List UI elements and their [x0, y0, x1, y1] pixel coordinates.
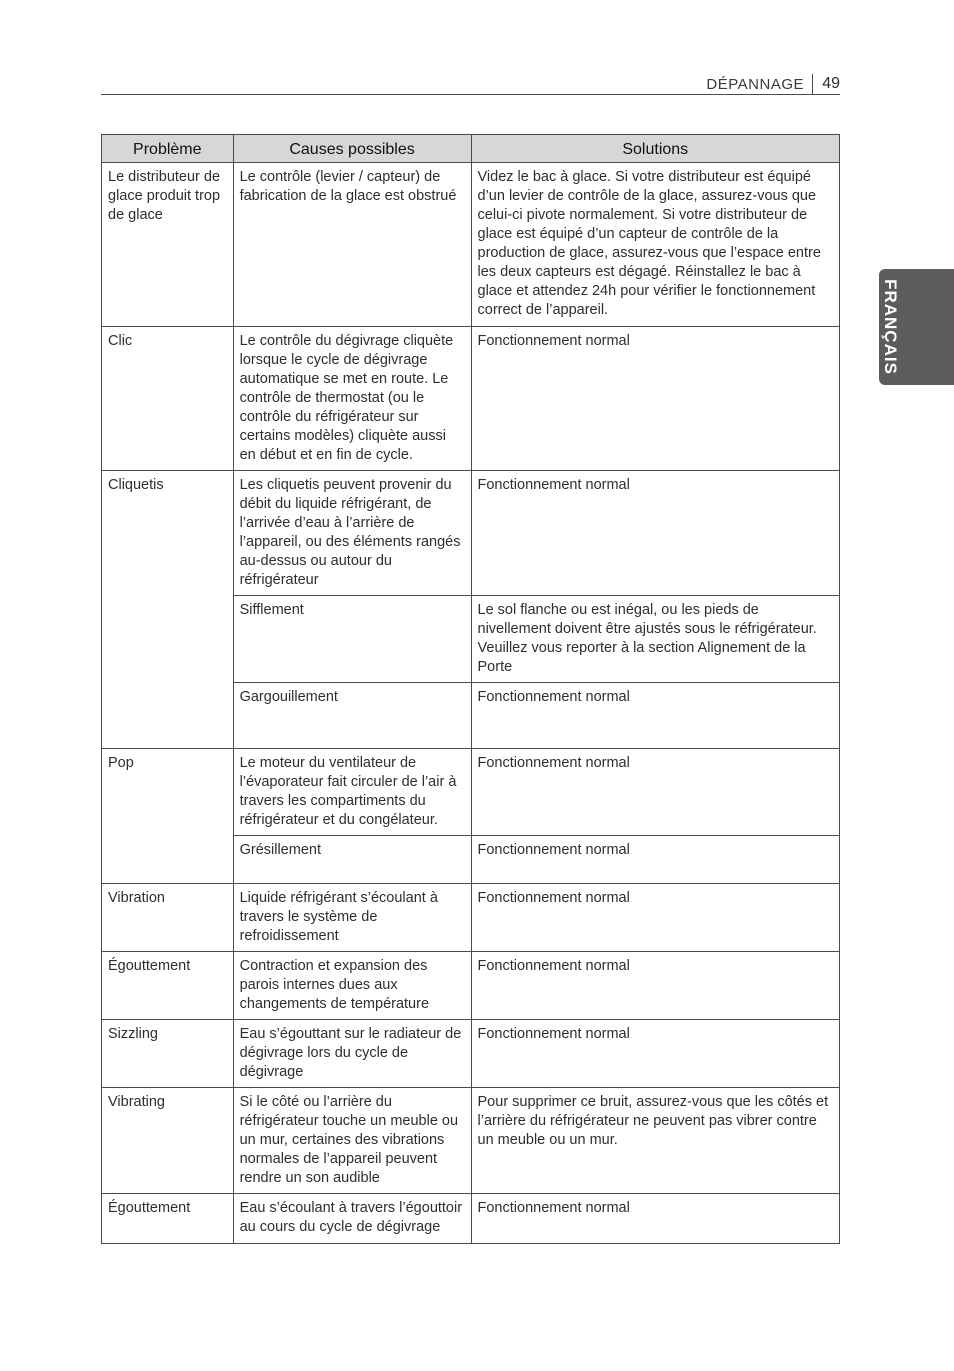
- column-header-problem: Problème: [102, 135, 234, 163]
- cause-cell: Le contrôle (levier / capteur) de fabrication de la glace est obstrué: [233, 163, 471, 327]
- table-row: [102, 749, 840, 836]
- section-title: DÉPANNAGE: [706, 76, 804, 93]
- troubleshooting-table: [101, 134, 840, 1244]
- solution-cell: Fonctionnement normal: [471, 683, 839, 749]
- cause-cell: Si le côté ou l’arrière du réfrigérateur touche un meuble ou un mur, certaines des vibrations normales de l’appareil peuvent rendre un son audible: [233, 1088, 471, 1194]
- table-row: [102, 1088, 840, 1194]
- solution-cell: Videz le bac à glace. Si votre distributeur est équipé d’un levier de contrôle de la glace, assurez-vous que celui-ci pivote normalement. Si votre distributeur de glace est équipé d’un capteur de contrôle de la production de glace, assurez-vous que l’espace entre les deux capteurs est dégagé. Réinstallez le bac à glace et attendez 24h pour vérifier le fonctionnement correct de l’appareil.: [471, 163, 839, 327]
- problem-cell: Égouttement: [102, 1194, 234, 1244]
- cause-cell: Grésillement: [233, 836, 471, 884]
- solution-cell: Fonctionnement normal: [471, 836, 839, 884]
- solution-cell: Fonctionnement normal: [471, 749, 839, 836]
- problem-cell: Clic: [102, 327, 234, 471]
- solution-cell: Fonctionnement normal: [471, 471, 839, 596]
- header-divider: [812, 74, 813, 94]
- language-tab: [879, 269, 954, 385]
- solution-cell: Fonctionnement normal: [471, 327, 839, 471]
- problem-cell: Le distributeur de glace produit trop de glace: [102, 163, 234, 327]
- page-number: 49: [822, 75, 840, 92]
- solution-cell: Pour supprimer ce bruit, assurez-vous que les côtés et l’arrière du réfrigérateur ne peuvent pas vibrer contre un meuble ou un mur.: [471, 1088, 839, 1194]
- problem-cell: Pop: [102, 749, 234, 884]
- problem-cell: Sizzling: [102, 1020, 234, 1088]
- language-tab-label: FRANÇAIS: [881, 279, 900, 375]
- solution-cell: Fonctionnement normal: [471, 1020, 839, 1088]
- cause-cell: Gargouillement: [233, 683, 471, 749]
- problem-cell: Vibration: [102, 884, 234, 952]
- problem-cell: Cliquetis: [102, 471, 234, 749]
- table-row: [102, 1020, 840, 1088]
- table-row: [102, 163, 840, 327]
- cause-cell: Contraction et expansion des parois internes dues aux changements de température: [233, 952, 471, 1020]
- cause-cell: Le moteur du ventilateur de l’évaporateur fait circuler de l’air à travers les compartiments du réfrigérateur et du congélateur.: [233, 749, 471, 836]
- table-row: [102, 327, 840, 471]
- table-row: [102, 884, 840, 952]
- table-header-row: [102, 135, 840, 163]
- cause-cell: Eau s’égouttant sur le radiateur de dégivrage lors du cycle de dégivrage: [233, 1020, 471, 1088]
- table-row: [102, 952, 840, 1020]
- problem-cell: Égouttement: [102, 952, 234, 1020]
- cause-cell: Le contrôle du dégivrage cliquète lorsque le cycle de dégivrage automatique se met en route. Le contrôle de thermostat (ou le contrôle du réfrigérateur sur certains modèles) cliquète aussi en début et en fin de cycle.: [233, 327, 471, 471]
- cause-cell: Les cliquetis peuvent provenir du débit du liquide réfrigérant, de l’arrivée d’eau à l’arrière de l’appareil, ou des éléments rangés au-dessus ou autour du réfrigérateur: [233, 471, 471, 596]
- column-header-solutions: Solutions: [471, 135, 839, 163]
- cause-cell: Liquide réfrigérant s’écoulant à travers le système de refroidissement: [233, 884, 471, 952]
- solution-cell: Le sol flanche ou est inégal, ou les pieds de nivellement doivent être ajustés sous le réfrigérateur. Veuillez vous reporter à la section Alignement de la Porte: [471, 596, 839, 683]
- table-row: [102, 471, 840, 596]
- table-row: [102, 1194, 840, 1244]
- solution-cell: Fonctionnement normal: [471, 952, 839, 1020]
- problem-cell: Vibrating: [102, 1088, 234, 1194]
- solution-cell: Fonctionnement normal: [471, 884, 839, 952]
- solution-cell: Fonctionnement normal: [471, 1194, 839, 1244]
- cause-cell: Eau s’écoulant à travers l’égouttoir au cours du cycle de dégivrage: [233, 1194, 471, 1244]
- column-header-causes: Causes possibles: [233, 135, 471, 163]
- cause-cell: Sifflement: [233, 596, 471, 683]
- page-header: [101, 74, 840, 95]
